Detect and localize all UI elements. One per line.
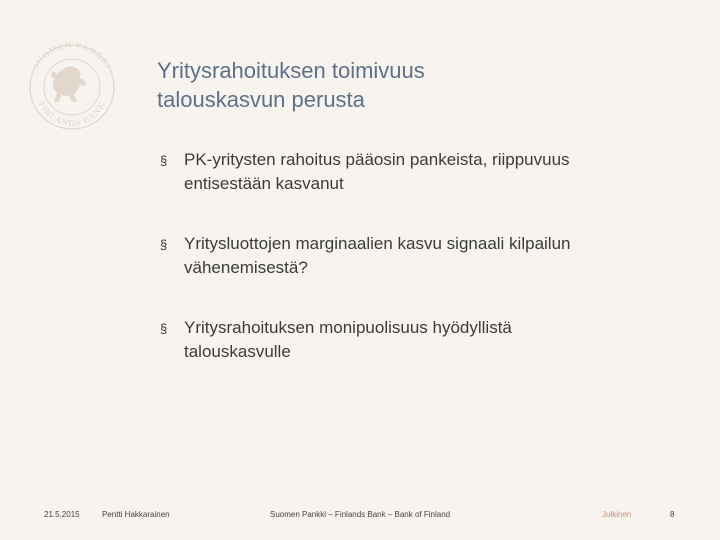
bullet-item [160,148,680,196]
bullet-line-1: PK-yritysten rahoitus pääosin pankeista, riippuvuus [184,150,570,169]
bullet-item [160,316,680,364]
slide-title [157,56,677,114]
bullet-marker: § [160,153,168,168]
bullet-line-2: vähenemisestä? [184,258,308,277]
bullet-item [160,232,680,280]
svg-text:FINLANDS BANK [37,100,108,128]
footer-classification: Julkinen [602,510,632,519]
lion-icon [51,66,86,102]
footer-organization: Suomen Pankki – Finlands Bank – Bank of Finland [270,510,451,519]
page-number: 8 [670,510,675,519]
title-line-1: Yritysrahoituksen toimivuus [157,58,425,83]
footer-date: 21.5.2015 [44,510,80,519]
bullet-marker: § [160,321,168,336]
svg-text:SUOMEN PANKKI [30,40,113,71]
seal-text-bottom: FINLANDS BANK [36,99,108,129]
footer-author: Pentti Hakkarainen [102,510,170,519]
bank-seal-logo [22,40,122,130]
bullet-line-1: Yritysluottojen marginaalien kasvu signaali kilpailun [184,234,571,253]
bullet-line-2: entisestään kasvanut [184,174,344,193]
bullet-marker: § [160,237,168,252]
bullet-list [160,148,680,400]
bullet-line-1: Yritysrahoituksen monipuolisuus hyödyllistä [184,318,512,337]
seal-text-top: SUOMEN PANKKI [30,40,114,72]
title-line-2: talouskasvun perusta [157,87,365,112]
bullet-line-2: talouskasvulle [184,342,291,361]
